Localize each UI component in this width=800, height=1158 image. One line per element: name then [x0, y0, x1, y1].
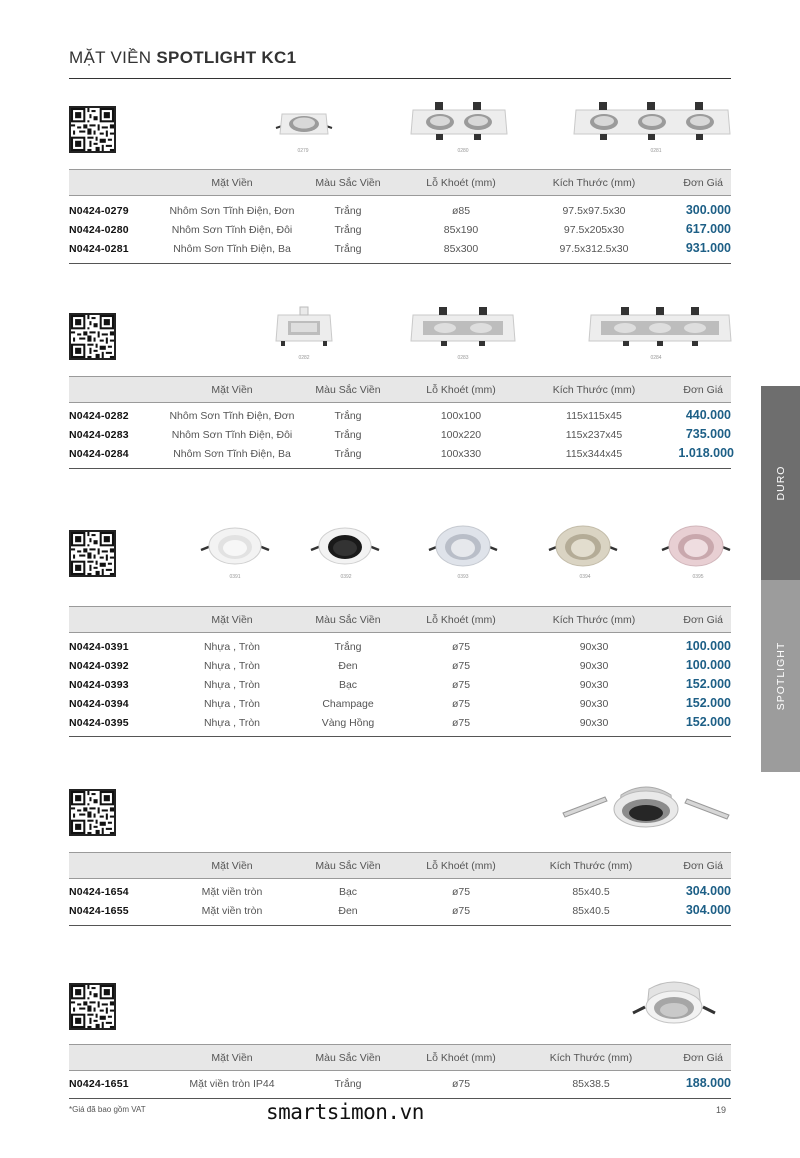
product-code: N0424-0393: [69, 679, 129, 691]
image-code-label: 0395: [692, 574, 704, 580]
cell-mau-sac: Bạc: [338, 886, 358, 898]
page-title-light: MẶT VIỀN: [69, 48, 152, 67]
product-image-0393: [427, 520, 499, 570]
cell-kich-thuoc: 115x344x45: [565, 448, 623, 460]
product-code: N0424-0282: [69, 410, 129, 422]
cell-don-gia: 152.000: [685, 696, 731, 710]
cell-mat-vien: Nhôm Sơn Tĩnh Điện, Đơn: [169, 205, 295, 217]
table-row: [69, 1075, 731, 1094]
cell-kich-thuoc: 85x38.5: [572, 1078, 610, 1090]
col-don-gia: Đơn Giá: [683, 384, 723, 396]
col-kich-thuoc: Kích Thước (mm): [552, 384, 636, 396]
qr-code: [69, 106, 116, 153]
table-header: [69, 606, 731, 633]
cell-mat-vien: Nhựa , Tròn: [203, 717, 261, 729]
cell-don-gia: 304.000: [685, 884, 731, 898]
col-mau-sac: Màu Sắc Viền: [315, 177, 381, 189]
cell-lo-khoet: 85x190: [443, 224, 479, 236]
product-image-1651: [629, 971, 719, 1033]
col-lo-khoet: Lỗ Khoét (mm): [426, 614, 496, 626]
product-code: N0424-0394: [69, 698, 129, 710]
cell-kich-thuoc: 115x237x45: [565, 429, 623, 441]
product-image-0283: [409, 305, 517, 351]
cell-lo-khoet: ø75: [451, 905, 471, 917]
cell-mat-vien: Nhôm Sơn Tĩnh Điện, Đơn: [169, 410, 295, 422]
cell-mau-sac: Đen: [338, 660, 358, 672]
watermark: smartsimon.vn: [266, 1100, 424, 1124]
page-number: 19: [716, 1105, 727, 1115]
cell-mat-vien: Nhựa , Tròn: [203, 698, 261, 710]
col-don-gia: Đơn Giá: [683, 1052, 723, 1064]
table-row: [69, 426, 731, 445]
product-image-0279: [274, 106, 334, 144]
image-code-label: 0394: [579, 574, 591, 580]
cell-mat-vien: Nhựa , Tròn: [203, 641, 261, 653]
table-bottom-rule: [69, 468, 731, 469]
table-row: [69, 676, 731, 695]
table-header: [69, 852, 731, 879]
cell-don-gia: 304.000: [685, 903, 731, 917]
table-row: [69, 407, 731, 426]
cell-don-gia: 152.000: [685, 677, 731, 691]
table-bottom-rule: [69, 1098, 731, 1099]
table-row: [69, 202, 731, 221]
cell-lo-khoet: ø75: [451, 641, 471, 653]
product-image-0394: [547, 520, 619, 570]
product-image-0280: [409, 100, 509, 144]
image-code-label: 0392: [340, 574, 352, 580]
qr-code: [69, 983, 116, 1030]
image-code-label: 0281: [650, 148, 662, 154]
col-mau-sac: Màu Sắc Viền: [315, 384, 381, 396]
cell-kich-thuoc: 90x30: [579, 641, 609, 653]
cell-mat-vien: Nhôm Sơn Tĩnh Điện, Đôi: [171, 429, 293, 441]
cell-kich-thuoc: 97.5x312.5x30: [559, 243, 629, 255]
col-kich-thuoc: Kích Thước (mm): [552, 614, 636, 626]
table-row: [69, 638, 731, 657]
cell-mau-sac: Trắng: [334, 641, 362, 653]
cell-lo-khoet: 100x330: [440, 448, 482, 460]
cell-kich-thuoc: 90x30: [579, 717, 609, 729]
product-code: N0424-0392: [69, 660, 129, 672]
product-code: N0424-0284: [69, 448, 129, 460]
cell-mau-sac: Trắng: [334, 205, 362, 217]
col-mat-vien: Mặt Viền: [211, 177, 253, 189]
cell-lo-khoet: ø75: [451, 660, 471, 672]
col-lo-khoet: Lỗ Khoét (mm): [426, 860, 496, 872]
col-kich-thuoc: Kích Thước (mm): [549, 860, 633, 872]
product-code: N0424-0279: [69, 205, 129, 217]
product-image-0392: [309, 522, 381, 568]
table-row: [69, 240, 731, 259]
cell-don-gia: 100.000: [685, 639, 731, 653]
col-kich-thuoc: Kích Thước (mm): [552, 177, 636, 189]
cell-mat-vien: Nhựa , Tròn: [203, 679, 261, 691]
cell-lo-khoet: ø75: [451, 717, 471, 729]
cell-lo-khoet: 100x220: [440, 429, 482, 441]
table-row: [69, 902, 731, 921]
image-code-label: 0284: [650, 355, 662, 361]
table-row: [69, 445, 734, 464]
image-code-label: 0280: [457, 148, 469, 154]
side-tab-duro[interactable]: [761, 386, 800, 580]
image-code-label: 0391: [229, 574, 241, 580]
table-bottom-rule: [69, 736, 731, 737]
product-image-0284: [587, 305, 733, 351]
product-code: N0424-0395: [69, 717, 129, 729]
product-image-0391: [199, 522, 271, 568]
col-lo-khoet: Lỗ Khoét (mm): [426, 384, 496, 396]
col-mau-sac: Màu Sắc Viền: [315, 614, 381, 626]
product-code: N0424-0281: [69, 243, 129, 255]
col-mat-vien: Mặt Viền: [211, 1052, 253, 1064]
cell-don-gia: 931.000: [685, 241, 731, 255]
qr-code: [69, 313, 116, 360]
cell-lo-khoet: 100x100: [440, 410, 482, 422]
cell-lo-khoet: ø75: [451, 679, 471, 691]
title-divider: [69, 78, 731, 79]
cell-don-gia: 440.000: [685, 408, 731, 422]
product-code: N0424-1655: [69, 905, 129, 917]
product-code: N0424-0280: [69, 224, 129, 236]
col-mau-sac: Màu Sắc Viền: [315, 860, 381, 872]
side-tab-spotlight[interactable]: [761, 580, 800, 772]
col-mau-sac: Màu Sắc Viền: [315, 1052, 381, 1064]
cell-don-gia: 617.000: [685, 222, 731, 236]
table-row: [69, 221, 731, 240]
table-header: [69, 376, 731, 403]
page-title-bold: SPOTLIGHT KC1: [156, 48, 297, 67]
cell-mat-vien: Nhôm Sơn Tĩnh Điện, Ba: [173, 243, 291, 255]
cell-kich-thuoc: 115x115x45: [566, 410, 622, 422]
col-don-gia: Đơn Giá: [683, 614, 723, 626]
cell-mat-vien: Mặt viền tròn IP44: [189, 1078, 275, 1090]
cell-don-gia: 188.000: [685, 1076, 731, 1090]
side-tab-spotlight-label: SPOTLIGHT: [774, 641, 787, 711]
cell-mau-sac: Vàng Hồng: [321, 717, 375, 729]
qr-code: [69, 530, 116, 577]
cell-kich-thuoc: 85x40.5: [572, 886, 610, 898]
col-mat-vien: Mặt Viền: [211, 614, 253, 626]
cell-don-gia: 100.000: [685, 658, 731, 672]
image-code-label: 0283: [457, 355, 469, 361]
page-title: [69, 48, 296, 68]
cell-mau-sac: Trắng: [334, 448, 362, 460]
product-code: N0424-1654: [69, 886, 129, 898]
col-mat-vien: Mặt Viền: [211, 384, 253, 396]
cell-mat-vien: Nhựa , Tròn: [203, 660, 261, 672]
cell-lo-khoet: ø75: [451, 886, 471, 898]
image-code-label: 0393: [457, 574, 469, 580]
cell-kich-thuoc: 90x30: [579, 698, 609, 710]
cell-mau-sac: Trắng: [334, 224, 362, 236]
cell-kich-thuoc: 90x30: [579, 660, 609, 672]
cell-mau-sac: Trắng: [334, 243, 362, 255]
product-code: N0424-0283: [69, 429, 129, 441]
image-code-label: 0279: [297, 148, 309, 154]
product-image-0281: [572, 100, 732, 144]
col-don-gia: Đơn Giá: [683, 177, 723, 189]
table-bottom-rule: [69, 925, 731, 926]
cell-mat-vien: Mặt viền tròn: [201, 886, 263, 898]
cell-don-gia: 300.000: [685, 203, 731, 217]
cell-mau-sac: Trắng: [334, 410, 362, 422]
cell-mau-sac: Đen: [338, 905, 358, 917]
image-code-label: 0282: [298, 355, 310, 361]
col-kich-thuoc: Kích Thước (mm): [549, 1052, 633, 1064]
side-tab-duro-label: DURO: [774, 465, 787, 501]
table-row: [69, 695, 731, 714]
cell-don-gia: 152.000: [685, 715, 731, 729]
vat-note: *Giá đã bao gồm VAT: [69, 1105, 146, 1114]
table-row: [69, 714, 731, 733]
product-image-0395: [660, 520, 732, 570]
col-don-gia: Đơn Giá: [683, 860, 723, 872]
cell-mat-vien: Nhôm Sơn Tĩnh Điện, Ba: [173, 448, 291, 460]
cell-mau-sac: Champage: [322, 698, 374, 710]
table-row: [69, 883, 731, 902]
cell-lo-khoet: ø75: [451, 1078, 471, 1090]
table-bottom-rule: [69, 263, 731, 264]
cell-lo-khoet: ø85: [451, 205, 471, 217]
cell-kich-thuoc: 90x30: [579, 679, 609, 691]
cell-kich-thuoc: 97.5x97.5x30: [562, 205, 626, 217]
cell-don-gia: 735.000: [685, 427, 731, 441]
cell-mat-vien: Nhôm Sơn Tĩnh Điện, Đôi: [171, 224, 293, 236]
table-header: [69, 169, 731, 196]
product-code: N0424-1651: [69, 1078, 129, 1090]
cell-lo-khoet: 85x300: [443, 243, 479, 255]
product-image-0282: [272, 305, 336, 351]
col-mat-vien: Mặt Viền: [211, 860, 253, 872]
table-header: [69, 1044, 731, 1071]
cell-don-gia: 1.018.000: [678, 446, 734, 460]
col-lo-khoet: Lỗ Khoét (mm): [426, 177, 496, 189]
table-row: [69, 657, 731, 676]
product-code: N0424-0391: [69, 641, 129, 653]
col-lo-khoet: Lỗ Khoét (mm): [426, 1052, 496, 1064]
cell-mat-vien: Mặt viền tròn: [201, 905, 263, 917]
cell-mau-sac: Trắng: [334, 429, 362, 441]
cell-kich-thuoc: 97.5x205x30: [563, 224, 625, 236]
qr-code: [69, 789, 116, 836]
cell-lo-khoet: ø75: [451, 698, 471, 710]
product-image-1654: [561, 775, 731, 847]
cell-kich-thuoc: 85x40.5: [572, 905, 610, 917]
cell-mau-sac: Bạc: [338, 679, 358, 691]
cell-mau-sac: Trắng: [334, 1078, 362, 1090]
